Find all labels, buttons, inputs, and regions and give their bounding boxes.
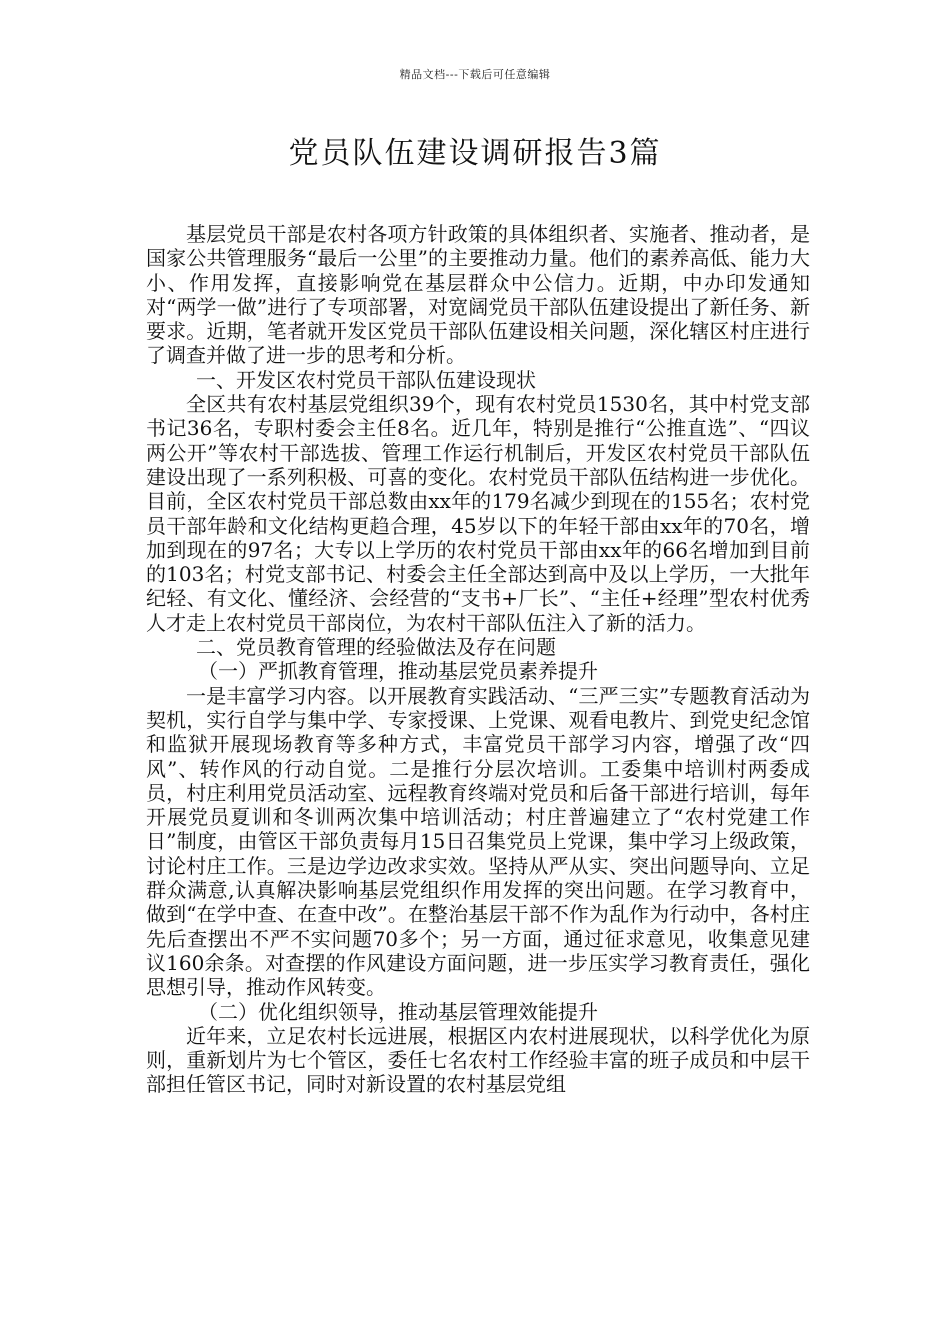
document-title: 党员队伍建设调研报告3篇	[288, 136, 662, 171]
body-paragraph: 全区共有农村基层党组织39个，现有农村党员1530名，其中村党支部书记36名，专职村委会主任8名。近几年，特别是推行“公推直选”、“四议两公开”等农村干部选拔、管理工作运行机制后，开发区农村党员干部队伍建设出现了一系列积极、可喜的变化。农村党员干部队伍结构进一步优化。目前，全区农村党员干部总数由xx年的179名减少到现在的155名；农村党员干部年龄和文化结构更趋合理，45岁以下的年轻干部由xx年的70名，增加到现在的97名；大专以上学历的农村党员干部由xx年的66名增加到目前的103名；村党支部书记、村委会主任全部达到高中及以上学历，一大批年纪轻、有文化、懂经济、会经营的“支书+厂长”、“主任+经理”型农村优秀人才走上农村党员干部岗位，为农村干部队伍注入了新的活力。	[146, 392, 810, 635]
section-heading: 二、党员教育管理的经验做法及存在问题	[196, 635, 556, 660]
subsection-heading: （一）严抓教育管理，推动基层党员素养提升	[198, 659, 598, 684]
body-paragraph: 近年来，立足农村长远进展，根据区内农村进展现状，以科学优化为原则，重新划片为七个管区，委任七名农村工作经验丰富的班子成员和中层干部担任管区书记，同时对新设置的农村基层党组	[146, 1023, 810, 1097]
page-header-note: 精品文档---下载后可任意编辑	[399, 68, 551, 81]
body-paragraph: 一是丰富学习内容。以开展教育实践活动、“三严三实”专题教育活动为契机，实行自学与集中学、专家授课、上党课、观看电教片、到党史纪念馆和监狱开展现场教育等多种方式，丰富党员干部学习内容，增强了改“四风”、转作风的行动自觉。二是推行分层次培训。工委集中培训村两委成员，村庄利用党员活动室、远程教育终端对党员和后备干部进行培训，每年开展党员夏训和冬训两次集中培训活动；村庄普遍建立了“农村党建工作日”制度，由管区干部负责每月15日召集党员上党课，集中学习上级政策，讨论村庄工作。三是边学边改求实效。坚持从严从实、突出问题导向、立足群众满意,认真解决影响基层党组织作用发挥的突出问题。在学习教育中，做到“在学中查、在查中改”。在整治基层干部不作为乱作为行动中，各村庄先后查摆出不严不实问题70多个；另一方面，通过征求意见，收集意见建议160余条。对查摆的作风建设方面问题，进一步压实学习教育责任，强化思想引导，推动作风转变。	[146, 683, 810, 1000]
document-body	[146, 222, 810, 1097]
body-paragraph: 基层党员干部是农村各项方针政策的具体组织者、实施者、推动者，是国家公共管理服务“最后一公里”的主要推动力量。他们的素养高低、能力大小、作用发挥，直接影响党在基层群众中公信力。近期，中办印发通知对“两学一做”进行了专项部署，对宽阔党员干部队伍建设提出了新任务、新要求。近期，笔者就开发区党员干部队伍建设相关问题，深化辖区村庄进行了调查并做了进一步的思考和分析。	[146, 222, 810, 368]
subsection-heading: （二）优化组织领导，推动基层管理效能提升	[198, 999, 598, 1024]
section-heading: 一、开发区农村党员干部队伍建设现状	[196, 367, 536, 392]
